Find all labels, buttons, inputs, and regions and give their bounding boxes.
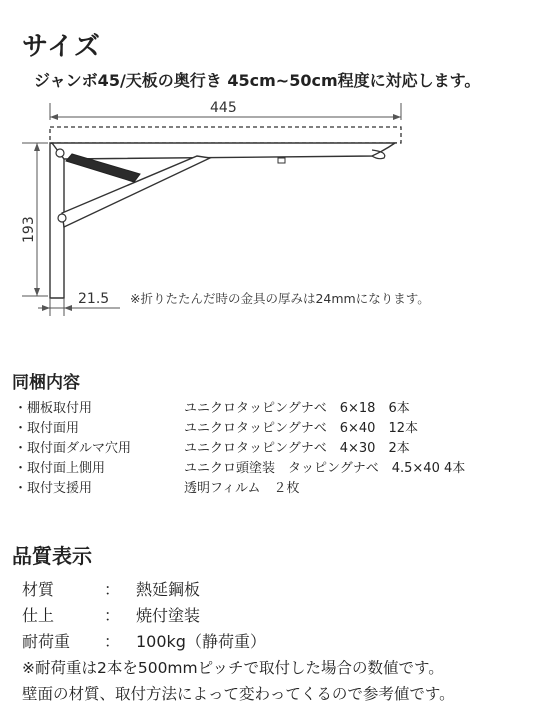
rivet-middle: [58, 214, 66, 222]
page-title: サイズ: [22, 32, 101, 62]
quality-key: 材質: [22, 580, 55, 599]
shelf-board: [50, 127, 401, 143]
reference-note: 壁面の材質、取付方法によって変わってくるので参考値です。: [22, 685, 455, 703]
quality-separator: ：: [104, 606, 121, 625]
quality-value: 熱延鋼板: [136, 580, 201, 599]
quality-section-title: 品質表示: [12, 544, 92, 568]
contents-item: ユニクロタッピングナベ 6×40 12本: [184, 421, 418, 436]
foot-label: 21.5: [78, 291, 110, 307]
fold-thickness-note: ※折りたたんだ時の金具の厚みは24mmになります。: [130, 291, 430, 306]
contents-section-title: 同梱内容: [12, 373, 80, 393]
bracket-top-arm: [52, 143, 395, 159]
width-arrow-right: [393, 114, 401, 120]
quality-key: 耐荷重: [22, 632, 71, 651]
bracket-size-diagram: [0, 95, 557, 325]
foot-arrow-right: [64, 305, 72, 311]
quality-separator: ：: [104, 580, 121, 599]
width-label: 445: [210, 100, 237, 116]
page-subtitle: ジャンボ45/天板の奥行き 45cm~50cm程度に対応します。: [34, 71, 481, 90]
quality-value: 焼付塗装: [136, 606, 201, 625]
contents-use: ・取付面上側用: [14, 461, 106, 476]
contents-item: 透明フィルム ２枚: [184, 481, 300, 496]
quality-key: 仕上: [22, 606, 55, 625]
rivet-top: [56, 149, 64, 157]
contents-item: ユニクロタッピングナベ 6×18 6本: [184, 401, 410, 416]
load-note: ※耐荷重は2本を500mmピッチで取付した場合の数値です。: [22, 659, 444, 677]
contents-use: ・取付支援用: [14, 481, 93, 496]
width-arrow-left: [50, 114, 58, 120]
contents-use: ・棚板取付用: [14, 401, 93, 416]
quality-value: 100kg（静荷重）: [136, 632, 266, 651]
quality-separator: ：: [104, 632, 121, 651]
height-label: 193: [21, 216, 37, 243]
contents-use: ・取付面用: [14, 421, 80, 436]
contents-item: ユニクロ頭塗装 タッピングナベ 4.5×40 4本: [184, 461, 466, 476]
contents-use: ・取付面ダルマ穴用: [14, 441, 132, 456]
contents-item: ユニクロタッピングナベ 4×30 2本: [184, 441, 410, 456]
foot-arrow-left: [42, 305, 50, 311]
arm-tab: [278, 158, 285, 163]
height-arrow-bottom: [34, 288, 40, 296]
height-arrow-top: [34, 143, 40, 151]
